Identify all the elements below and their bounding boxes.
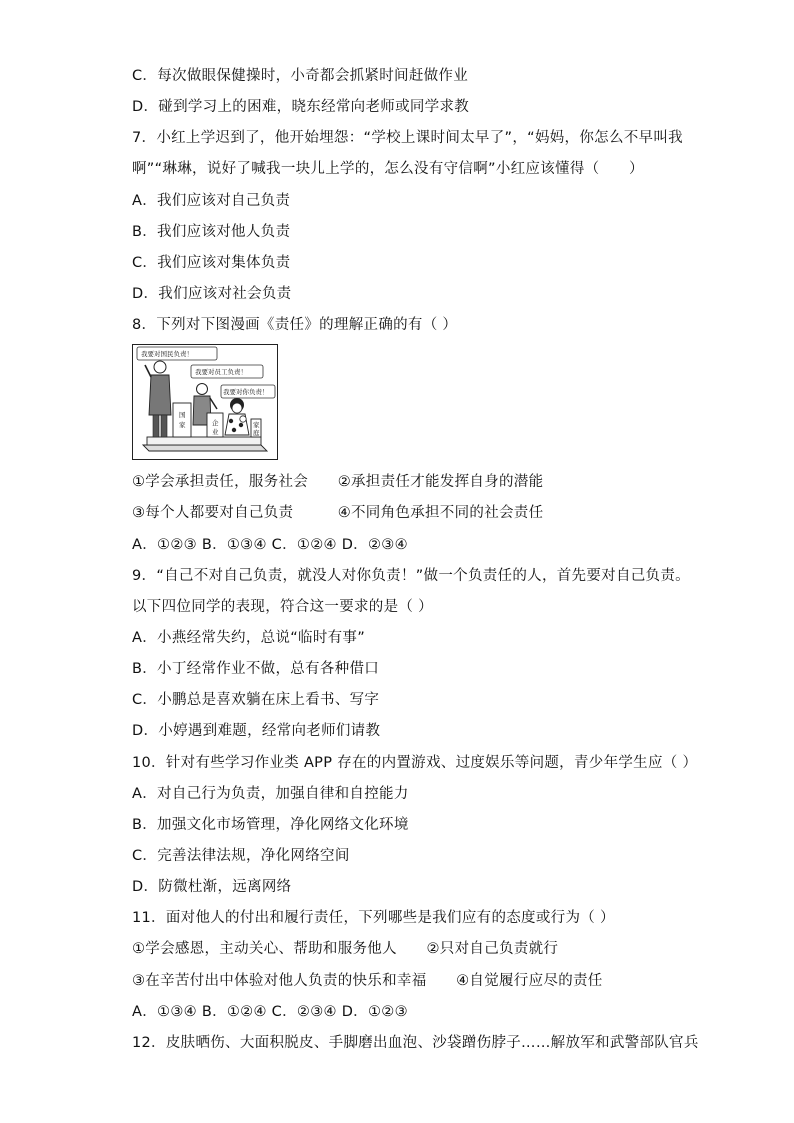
dress-dot-2 [239,423,243,427]
dress-dot-1 [229,419,233,423]
question-9-stem: 9．“自己不对自己负责，就没人对你负责！”做一个负责任的人，首先要对自己负责。 [132,568,690,584]
q11-statements-3-4: ③在辛苦付出中体验对他人负责的快乐和幸福 ④自觉履行应尽的责任 [132,973,603,989]
lectern-label-state-1: 国 [179,411,186,419]
option-10d: D．防微杜渐，远离网络 [132,879,292,895]
q8-options: A．①②③ B．①③④ C．①②④ D．②③④ [132,537,408,553]
option-9a: A．小燕经常失约，总说“临时有事” [132,630,366,646]
bubble-staff-text: 我要对员工负责！ [195,368,247,376]
question-11-stem: 11．面对他人的付出和履行责任，下列哪些是我们应有的态度或行为（ ） [132,910,615,926]
option-7c: C．我们应该对集体负责 [132,255,291,271]
boss-head [197,384,208,395]
lectern-label-corp-1: 企 [212,419,219,427]
cartoon-drawing [133,345,276,458]
option-9b: B．小丁经常作业不做，总有各种借口 [132,661,380,677]
q8-statements-3-4: ③每个人都要对自己负责 ④不同角色承担不同的社会责任 [132,505,544,521]
leader-head [154,361,166,373]
stage-top [147,437,261,445]
dress-dot-3 [232,428,236,432]
q11-options: A．①③④ B．①②④ C．②③④ D．①②③ [132,1004,408,1020]
child-head [240,416,246,422]
state-lectern [173,403,191,437]
option-7a: A．我们应该对自己负责 [132,193,291,209]
option-10c: C．完善法律法规，净化网络空间 [132,848,350,864]
stage-base [143,445,267,451]
question-7-stem-cont: 啊”“琳琳，说好了喊我一块儿上学的，怎么没有守信啊”小红应该懂得（ ） [132,161,644,177]
leader-arm [145,365,151,377]
lectern-label-state-2: 家 [179,421,186,429]
lectern-label-family-2: 庭 [253,429,260,437]
leader-leg-l [153,415,159,437]
question-9-stem-cont: 以下四位同学的表现，符合这一要求的是（ ） [132,599,433,615]
option-6d: D．碰到学习上的困难，晓东经常向老师或同学求教 [132,99,470,115]
option-7b: B．我们应该对他人负责 [132,224,291,240]
option-7d: D．我们应该对社会负责 [132,286,292,302]
mother-head [232,403,242,413]
question-8-stem: 8．下列对下图漫画《责任》的理解正确的有（ ） [132,317,458,333]
lectern-label-corp-2: 业 [212,428,219,436]
question-7-stem: 7．小红上学迟到了，他开始埋怨：“学校上课时间太早了”，“妈妈，你怎么不早叫我 [132,130,683,146]
leader-leg-r [161,415,167,437]
question-10-stem: 10．针对有些学习作业类 APP 存在的内置游戏、过度娱乐等问题，青少年学生应（ ） [132,755,698,771]
option-6c: C．每次做眼保健操时，小奇都会抓紧时间赶做作业 [132,68,469,84]
boss-arm [210,398,217,409]
q11-statements-1-2: ①学会感恩，主动关心、帮助和服务他人 ②只对自己负责就行 [132,941,559,957]
option-9c: C．小鹏总是喜欢躺在床上看书、写字 [132,692,380,708]
option-9d: D．小婷遇到难题，经常向老师们请教 [132,723,381,739]
bubble-national-text: 我要对国民负责！ [141,350,193,358]
question-12-stem: 12．皮肤晒伤、大面积脱皮、手脚磨出血泡、沙袋蹭伤脖子……解放军和武警部队官兵 [132,1035,699,1051]
leader-body [149,375,171,415]
responsibility-cartoon [132,344,278,460]
lectern-label-family-1: 家 [253,421,260,429]
bubble-you-text: 我要对你负责！ [223,388,269,396]
q8-statements-1-2: ①学会承担责任，服务社会 ②承担责任才能发挥自身的潜能 [132,474,544,490]
option-10b: B．加强文化市场管理，净化网络文化环境 [132,817,409,833]
option-10a: A．对自己行为负责，加强自律和自控能力 [132,786,409,802]
